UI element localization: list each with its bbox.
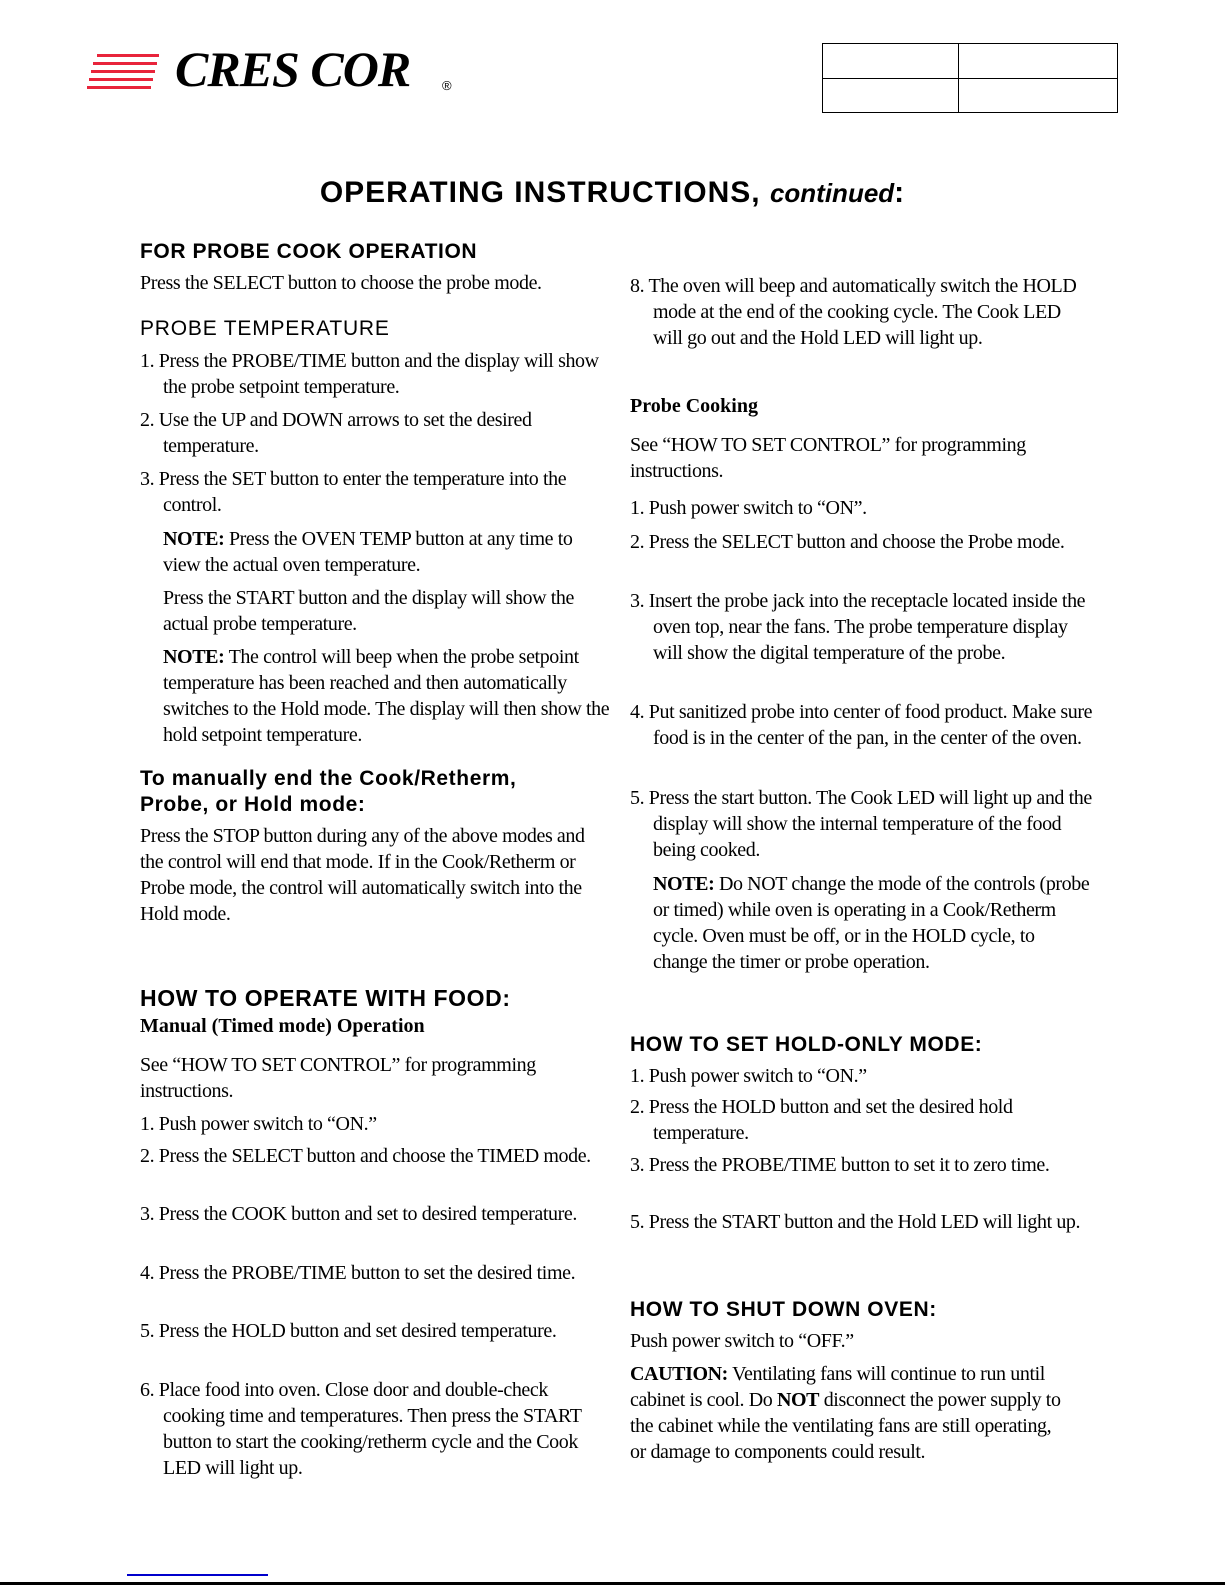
probe-cook-text: Press the SELECT button to choose the probe mode. (140, 272, 542, 294)
list-item: 2. Use the UP and DOWN arrows to set the desired temperature. (140, 409, 532, 457)
list-item: 3. Press the PROBE/TIME button to set it to zero time. (630, 1154, 1050, 1176)
list-item: 5. Press the start button. The Cook LED will light up and the display will show the internal temperature of the food being cooked. (630, 787, 1092, 861)
list-item: 3. Insert the probe jack into the receptacle located inside the oven top, near the fans. The probe temperature display will show the digital temperature of the probe. (630, 590, 1086, 664)
list-item: 2. Press the HOLD button and set the desired hold temperature. (630, 1096, 1013, 1144)
list-item: 1. Press the PROBE/TIME button and the display will show the probe setpoint temperature. (140, 350, 599, 398)
caution-paragraph: CAUTION: Ventilating fans will continue to run until cabinet is cool. Do NOT disconnect the power supply to the cabinet while the ventilating fans are still operating, or damage to components could result. (630, 1363, 1061, 1463)
manual-end-heading: To manually end the Cook/Retherm, Probe, or Hold mode: (140, 767, 517, 816)
list-item: 3. Press the SET button to enter the temperature into the control. (140, 468, 567, 516)
list-item: 3. Press the COOK button and set to desired temperature. (140, 1203, 577, 1225)
list-item: 8. The oven will beep and automatically switch the HOLD mode at the end of the cooking cycle. The Cook LED will go out and the Hold LED will light up. (630, 275, 1077, 349)
manual-end-text: Press the STOP button during any of the above modes and the control will end that mode. If in the Cook/Retherm or Probe mode, the control will automatically switch into the Hold mode. (140, 825, 585, 925)
page-title: OPERATING INSTRUCTIONS, continued: (319, 176, 906, 209)
note-paragraph: NOTE: Do NOT change the mode of the controls (probe or timed) while oven is operating in a Cook/Retherm cycle. Oven must be off, or in the HOLD cycle, to change the timer or probe operation. (653, 873, 1090, 973)
cres-cor-logo (85, 40, 465, 105)
list-item: 2. Press the SELECT button and choose the Probe mode. (630, 531, 1065, 553)
shutdown-text: Push power switch to “OFF.” (630, 1330, 854, 1352)
registered-mark: ® (442, 78, 452, 93)
list-item: 1. Push power switch to “ON.” (140, 1113, 377, 1135)
footer-link-underline[interactable] (127, 1574, 268, 1576)
shutdown-heading: HOW TO SHUT DOWN OVEN: (630, 1298, 937, 1321)
hold-only-heading: HOW TO SET HOLD-ONLY MODE: (630, 1033, 983, 1056)
operate-food-heading: HOW TO OPERATE WITH FOOD: (140, 985, 511, 1011)
manual-mode-subheading: Manual (Timed mode) Operation (140, 1015, 425, 1037)
list-item: 5. Press the START button and the Hold LED will light up. (630, 1211, 1081, 1233)
logo-wordmark: CRES COR (175, 41, 411, 97)
list-item: 4. Put sanitized probe into center of food product. Make sure food is in the center of the pan, in the center of the oven. (630, 701, 1093, 749)
probe-temp-heading: PROBE TEMPERATURE (140, 317, 390, 340)
list-item: 4. Press the PROBE/TIME button to set the desired time. (140, 1262, 576, 1284)
header-info-box (822, 43, 1118, 113)
list-item: 5. Press the HOLD button and set desired temperature. (140, 1320, 557, 1342)
probe-cooking-intro: See “HOW TO SET CONTROL” for programming instructions. (630, 434, 1026, 482)
list-item: 1. Push power switch to “ON.” (630, 1065, 867, 1087)
list-item: 6. Place food into oven. Close door and double-check cooking time and temperatures. Then press the START button to start the cooking/retherm cycle and the Cook LED will light up. (140, 1379, 582, 1479)
manual-intro: See “HOW TO SET CONTROL” for programming instructions. (140, 1054, 536, 1102)
note-paragraph: NOTE: The control will beep when the probe setpoint temperature has been reached and then automatically switches to the Hold mode. The display will then show the hold setpoint temperature. (163, 646, 610, 746)
probe-cooking-subheading: Probe Cooking (630, 395, 758, 417)
probe-cook-heading: FOR PROBE COOK OPERATION (140, 240, 478, 263)
start-paragraph: Press the START button and the display will show the actual probe temperature. (163, 587, 575, 635)
list-item: 2. Press the SELECT button and choose the TIMED mode. (140, 1145, 591, 1167)
list-item: 1. Push power switch to “ON”. (630, 497, 867, 519)
note-paragraph: NOTE: Press the OVEN TEMP button at any time to view the actual oven temperature. (163, 528, 573, 576)
